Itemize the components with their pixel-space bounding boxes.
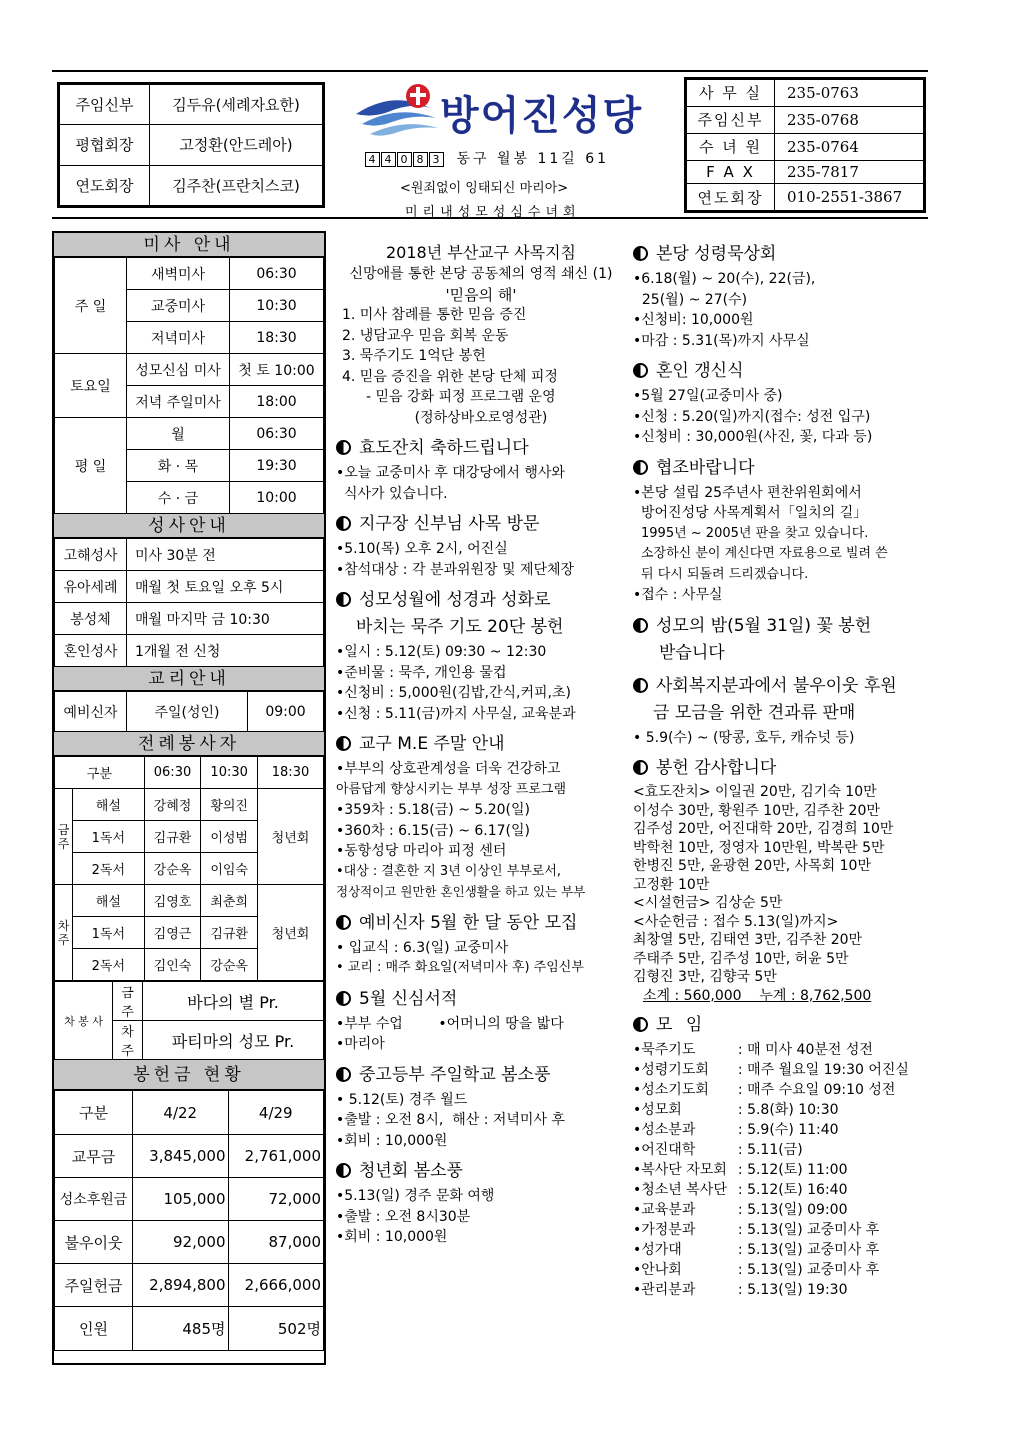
mass-day: 주 일: [55, 258, 127, 354]
catechism-section-title: 교리안내: [54, 667, 324, 691]
offering-total: 소계 : 560,000 누계 : 8,762,500: [643, 987, 872, 1004]
mass-name: 화 · 목: [127, 450, 230, 482]
heading-text: 청년회 봄소풍: [359, 1161, 463, 1181]
server-group: 청년회: [258, 885, 324, 981]
offering-value: 92,000: [133, 1221, 229, 1264]
sacrament-name: 고해성사: [55, 539, 127, 571]
meeting-row: [633, 1160, 923, 1180]
notice-heading: [633, 614, 923, 639]
notice-heading: [336, 911, 626, 936]
sacrament-name: 봉성체: [55, 603, 127, 635]
heading-text: 사회복지분과에서 불우이웃 후원: [656, 675, 897, 696]
notice-line: 1995년 ~ 2005년 판을 찾고 있습니다.: [641, 525, 869, 541]
notice-column-middle: [336, 242, 626, 1248]
pastoral-item: (정하상바오로영성관): [414, 409, 548, 426]
meeting-name: •성소분과: [633, 1122, 696, 1138]
donor-line: 한병진 5만, 윤광현 20만, 사목회 10만: [633, 858, 871, 874]
offering-head: 4/29: [228, 1091, 324, 1135]
meeting-schedule: : 5.9(수) 11:40: [729, 1122, 839, 1138]
meeting-name: •성소기도회: [633, 1082, 709, 1098]
heading-text: 성모의 밤(5월 31일) 꽃 봉헌: [656, 615, 872, 636]
notice-line: 아름답게 향상시키는 부부 성장 프로그램: [336, 781, 567, 797]
notice-line: •신청 : 5.20(일)까지(접수: 성전 입구): [633, 408, 871, 425]
contact-number: 235-7817: [775, 160, 924, 183]
contact-label: 연도회장: [687, 184, 775, 211]
catechism-table: [54, 691, 324, 732]
mass-time: 10:30: [230, 290, 324, 322]
notice-heading: [336, 732, 626, 757]
mass-day: 토요일: [55, 354, 127, 418]
contact-table: [684, 77, 926, 213]
pastoral-title: 2018년 부산교구 사목지침: [386, 243, 576, 262]
servers-role: 해설: [73, 885, 145, 917]
offering-value: 105,000: [133, 1178, 229, 1221]
meeting-name: •성모회: [633, 1102, 682, 1118]
heading-text: 모 임: [656, 1015, 707, 1035]
catechism-day: 주일(성인): [127, 692, 248, 732]
catechism-label: 예비신자: [55, 692, 127, 732]
contact-number: 235-0764: [775, 133, 924, 160]
notice-heading: [336, 1159, 626, 1184]
notice-line: •마리아: [336, 1036, 385, 1052]
server-name: 강순옥: [144, 853, 201, 885]
server-name: 최춘희: [201, 885, 258, 917]
servers-week: 차주: [55, 885, 73, 981]
meeting-list: [633, 1040, 923, 1300]
half-circle-icon: [336, 440, 351, 455]
meeting-name: •교육분과: [633, 1202, 696, 1218]
meeting-name: •안나회: [633, 1262, 682, 1278]
meeting-row: [633, 1240, 923, 1260]
staff-name: 김두유(세례자요한): [150, 85, 323, 125]
notice-line: •부부 수업 •어머니의 땅을 밟다: [336, 1015, 564, 1032]
mass-name: 성모신심 미사: [127, 354, 230, 386]
meeting-row: [633, 1180, 923, 1200]
meeting-schedule: : 5.13(일) 19:30: [729, 1282, 848, 1298]
meeting-schedule: : 매주 월요일 19:30 어진실: [729, 1062, 909, 1078]
notice-heading: [633, 242, 923, 267]
meeting-name: •복사단 자모회: [633, 1162, 727, 1178]
donor-line: 고정환 10만: [633, 876, 710, 893]
donor-line: <효도잔치> 이일권 20만, 김기숙 10만: [633, 784, 877, 800]
zip-digit: 4: [381, 152, 396, 167]
sacrament-name: 유아세례: [55, 571, 127, 603]
zip-digit: 8: [413, 152, 428, 167]
heading-text: 효도잔치 축하드립니다: [359, 438, 529, 458]
contact-label: F A X: [687, 160, 775, 183]
notice-line: •마감 : 5.31(목)까지 사무실: [633, 332, 810, 349]
servers-role: 2독서: [73, 949, 145, 981]
notice-line: •일시 : 5.12(토) 09:30 ~ 12:30: [336, 644, 547, 660]
meeting-schedule: : 매 미사 40분전 성전: [729, 1042, 873, 1058]
half-circle-icon: [633, 618, 648, 633]
pastoral-item: 1. 미사 참례를 통한 믿음 증진: [342, 307, 527, 323]
meeting-row: [633, 1200, 923, 1220]
notice-line: •회비 : 10,000원: [336, 1229, 448, 1245]
meeting-row: [633, 1060, 923, 1080]
meeting-schedule: : 5.13(일) 교중미사 후: [729, 1222, 880, 1238]
heading-text: 본당 성령묵상회: [656, 244, 777, 264]
half-circle-icon: [336, 915, 351, 930]
half-circle-icon: [633, 1017, 648, 1032]
notice-line: •5.13(일) 경주 문화 여행: [336, 1188, 495, 1204]
mass-time: 18:30: [230, 322, 324, 354]
notice-line: •5월 27일(교중미사 중): [633, 388, 783, 404]
meeting-row: [633, 1280, 923, 1300]
heading-text: 받습니다: [659, 642, 725, 663]
staff-table: [57, 82, 325, 208]
notice-line: •참석대상 : 각 분과위원장 및 제단체장: [336, 561, 575, 578]
heading-text: 성모성월에 성경과 성화로: [359, 590, 551, 610]
notice-line: 식사가 있습니다.: [344, 485, 448, 502]
notice-line: •출발 : 오전 8시, 해산 : 저녁미사 후: [336, 1112, 565, 1128]
mass-time: 18:00: [230, 386, 324, 418]
offering-value: 72,000: [228, 1178, 324, 1221]
church-name: 방어진성당: [440, 93, 644, 139]
mass-time: 10:00: [230, 482, 324, 514]
server-name: 이성범: [201, 821, 258, 853]
pastoral-item: 4. 믿음 증진을 위한 본당 단체 피정: [342, 368, 558, 385]
meeting-row: [633, 1100, 923, 1120]
mass-name: 교중미사: [127, 290, 230, 322]
mass-name: 저녁미사: [127, 322, 230, 354]
notice-heading: [633, 674, 923, 699]
religious-order: 미리내성모성심수녀회: [405, 205, 581, 220]
servers-week: 금주: [55, 789, 73, 885]
offering-value: 2,894,800: [133, 1264, 229, 1307]
donor-line: 김형진 3만, 김향국 5만: [633, 969, 777, 985]
heading-text: 예비신자 5월 한 달 동안 모집: [359, 912, 578, 933]
pastoral-item: - 믿음 강화 피정 프로그램 운영: [366, 389, 556, 405]
zip-digit: 0: [397, 152, 412, 167]
meeting-name: •어진대학: [633, 1142, 696, 1158]
offering-label: 불우이웃: [55, 1221, 133, 1264]
sacrament-name: 혼인성사: [55, 635, 127, 667]
sacrament-info: 매월 마지막 금 10:30: [127, 603, 324, 635]
notice-line: •5.10(목) 오후 2시, 어진실: [336, 541, 508, 557]
staff-name: 고정환(안드레아): [150, 125, 323, 165]
offering-head: 4/22: [133, 1091, 229, 1135]
mass-time: 06:30: [230, 258, 324, 290]
pastoral-item: 3. 묵주기도 1억단 봉헌: [342, 348, 486, 364]
offering-label: 성소후원금: [55, 1178, 133, 1221]
notice-line: •신청비: 10,000원: [633, 312, 754, 328]
meeting-name: •관리분과: [633, 1282, 696, 1298]
notice-heading: [336, 987, 626, 1012]
notice-line: •회비 : 10,000원: [336, 1132, 448, 1149]
servers-role: 해설: [73, 789, 145, 821]
notice-line: 소장하신 분이 계신다면 자료용으로 빌려 쓴: [641, 546, 888, 561]
half-circle-icon: [336, 516, 351, 531]
sacrament-table: [54, 538, 324, 667]
notice-line: •부부의 상호관계성을 더욱 건강하고: [336, 761, 561, 777]
mass-name: 저녁 주일미사: [127, 386, 230, 418]
meeting-name: •청소년 복사단: [633, 1182, 727, 1198]
servers-role: 1독서: [73, 917, 145, 949]
heading-text: 봉헌 감사합니다: [656, 758, 777, 778]
servers-section-title: 전례봉사자: [54, 732, 324, 756]
notice-line: •동항성당 마리아 피정 센터: [336, 843, 507, 859]
pastoral-year: '믿음의 해': [445, 285, 517, 304]
donor-line: <사순헌금 : 접수 5.13(일)까지>: [633, 913, 839, 930]
offering-table: [54, 1090, 324, 1351]
notice-line: •본당 설립 25주년사 편찬위원회에서: [633, 484, 862, 501]
zip-digit: 4: [365, 152, 380, 167]
notice-line: •준비물 : 묵주, 개인용 물컵: [336, 664, 507, 681]
notice-heading: [336, 1063, 626, 1088]
sacrament-info: 1개월 전 신청: [127, 635, 324, 667]
address: [365, 148, 609, 168]
servers-head: 구분: [55, 757, 145, 789]
meeting-schedule: : 5.8(화) 10:30: [729, 1102, 839, 1118]
heading-text: 바치는 묵주 기도 20단 봉헌: [356, 617, 564, 637]
donor-line: 최창열 5만, 김태연 3만, 김주찬 20만: [633, 932, 863, 948]
donor-line: <시설헌금> 김상순 5만: [633, 895, 783, 911]
offering-value: 2,666,000: [228, 1264, 324, 1307]
half-circle-icon: [336, 1163, 351, 1178]
notice-line: • 교리 : 매주 화요일(저녁미사 후) 주임신부: [336, 960, 584, 975]
staff-role: 평협회장: [60, 125, 150, 165]
notice-heading: [336, 436, 626, 461]
mass-day: 평 일: [55, 418, 127, 514]
contact-number: 235-0768: [775, 106, 924, 133]
mass-name: 새벽미사: [127, 258, 230, 290]
zip-digit: 3: [429, 152, 444, 167]
notice-heading: [336, 512, 626, 537]
meeting-row: [633, 1140, 923, 1160]
notice-line: •신청비 : 30,000원(사진, 꽃, 다과 등): [633, 429, 873, 445]
notice-line: 25(월) ~ 27(수): [633, 291, 748, 308]
notice-heading: [633, 359, 923, 384]
offering-label: 인원: [55, 1307, 133, 1351]
heading-text: 금 모금을 위한 견과류 판매: [653, 702, 856, 723]
half-circle-icon: [336, 991, 351, 1006]
heading-text: 5월 신심서적: [359, 988, 458, 1009]
mass-time: 06:30: [230, 418, 324, 450]
heading-text: 지구장 신부님 사목 방문: [359, 514, 540, 534]
offering-value: 87,000: [228, 1221, 324, 1264]
heading-text: 협조바랍니다: [656, 457, 755, 478]
offering-section-title: 봉헌금 현황: [54, 1060, 324, 1090]
staff-name: 김주찬(프란치스코): [150, 165, 323, 205]
meeting-schedule: : 5.13(일) 교중미사 후: [729, 1262, 880, 1278]
cha-week: 차주: [113, 1021, 143, 1060]
meeting-schedule: : 5.12(토) 16:40: [729, 1182, 848, 1198]
offering-value: 2,761,000: [228, 1135, 324, 1178]
cha-table: [54, 981, 324, 1060]
server-name: 이임숙: [201, 853, 258, 885]
offering-value: 3,845,000: [133, 1135, 229, 1178]
servers-head: 18:30: [258, 757, 324, 789]
heading-text: 혼인 갱신식: [656, 361, 744, 381]
meeting-row: [633, 1260, 923, 1280]
notice-heading: [633, 756, 923, 781]
meeting-row: [633, 1120, 923, 1140]
server-group: 청년회: [258, 789, 324, 885]
notice-line: •출발 : 오전 8시30분: [336, 1208, 471, 1225]
donor-line: 주태주 5만, 김주성 10만, 허윤 5만: [633, 950, 849, 967]
server-name: 강혜정: [144, 789, 201, 821]
cha-week: 금주: [113, 982, 143, 1021]
meeting-schedule: : 5.13(일) 09:00: [729, 1202, 848, 1218]
contact-label: 수 녀 원: [687, 133, 775, 160]
half-circle-icon: [633, 363, 648, 378]
servers-table: [54, 756, 324, 981]
half-circle-icon: [336, 1067, 351, 1082]
meeting-row: [633, 1040, 923, 1060]
server-name: 김규환: [201, 917, 258, 949]
half-circle-icon: [336, 592, 351, 607]
meeting-name: •성령기도회: [633, 1062, 709, 1078]
street-address: 동구 월봉 11길 61: [456, 151, 610, 167]
server-name: 강순옥: [201, 949, 258, 981]
offering-value: 502명: [228, 1307, 324, 1351]
mass-name: 월: [127, 418, 230, 450]
notice-column-right: [633, 242, 923, 1300]
staff-role: 연도회장: [60, 165, 150, 205]
servers-role: 1독서: [73, 821, 145, 853]
half-circle-icon: [633, 246, 648, 261]
cha-group: 파티마의 성모 Pr.: [143, 1021, 324, 1060]
notice-line: • 5.9(수) ~ (땅콩, 호두, 캐슈넛 등): [633, 729, 855, 746]
notice-line: •360차 : 6.15(금) ~ 6.17(일): [336, 822, 530, 839]
contact-label: 사 무 실: [687, 80, 775, 107]
notice-line: •오늘 교중미사 후 대강당에서 행사와: [336, 465, 565, 481]
mass-time: 첫 토 10:00: [230, 354, 324, 386]
offering-label: 교무금: [55, 1135, 133, 1178]
notice-line: 뒤 다시 되돌려 드리겠습니다.: [641, 566, 809, 582]
servers-role: 2독서: [73, 853, 145, 885]
mass-section-title: 미사 안내: [54, 233, 324, 257]
notice-line: •접수 : 사무실: [633, 587, 723, 603]
pastoral-item: 2. 냉담교우 믿음 회복 운동: [342, 327, 509, 344]
notice-line: •신청 : 5.11(금)까지 사무실, 교육분과: [336, 705, 576, 722]
notice-line: •대상 : 결혼한 지 3년 이상인 부부로서,: [336, 863, 562, 879]
server-name: 김인숙: [144, 949, 201, 981]
contact-number: 010-2551-3867: [775, 184, 924, 211]
notice-heading: [633, 1013, 923, 1038]
notice-line: •신청비 : 5,000원(김밥,간식,커피,초): [336, 685, 571, 701]
sacrament-info: 매월 첫 토요일 오후 5시: [127, 571, 324, 603]
meeting-schedule: : 5.11(금): [729, 1142, 803, 1158]
mass-table: [54, 257, 324, 514]
server-name: 김영호: [144, 885, 201, 917]
pastoral-subtitle: 신망애를 통한 본당 공동체의 영적 쇄신 (1): [349, 266, 613, 282]
offering-value: 485명: [133, 1307, 229, 1351]
meeting-row: [633, 1220, 923, 1240]
notice-line: •359차 : 5.18(금) ~ 5.20(일): [336, 802, 530, 818]
mass-name: 수 · 금: [127, 482, 230, 514]
mass-time: 19:30: [230, 450, 324, 482]
servers-head: 10:30: [201, 757, 258, 789]
half-circle-icon: [633, 460, 648, 475]
server-name: 김영근: [144, 917, 201, 949]
motto: <원죄없이 잉태되신 마리아>: [400, 181, 569, 196]
top-rule: [52, 70, 928, 72]
donor-line: 김주성 20만, 어진대학 20만, 김경희 10만: [633, 821, 894, 837]
sacrament-info: 미사 30분 전: [127, 539, 324, 571]
meeting-schedule: : 매주 수요일 09:10 성전: [729, 1082, 896, 1098]
cha-group: 바다의 별 Pr.: [143, 982, 324, 1021]
notice-line: 방어진성당 사목계획서「일치의 길」: [641, 505, 868, 521]
contact-label: 주임신부: [687, 106, 775, 133]
catechism-time: 09:00: [248, 692, 324, 732]
cha-label: 차 봉 사: [55, 982, 113, 1060]
meeting-schedule: : 5.12(토) 11:00: [729, 1162, 848, 1178]
notice-line: • 입교식 : 6.3(일) 교중미사: [336, 939, 509, 956]
notice-line: • 5.12(토) 경주 월드: [336, 1091, 468, 1108]
half-circle-icon: [633, 678, 648, 693]
half-circle-icon: [336, 736, 351, 751]
staff-role: 주임신부: [60, 85, 150, 125]
heading-text: 중고등부 주일학교 봄소풍: [359, 1064, 551, 1085]
heading-text: 교구 M.E 주말 안내: [359, 734, 505, 754]
info-sidebar: [52, 231, 326, 1365]
notice-line: •6.18(월) ~ 20(수), 22(금),: [633, 271, 816, 287]
sacrament-section-title: 성사안내: [54, 514, 324, 538]
notice-heading: [336, 588, 626, 613]
server-name: 김규환: [144, 821, 201, 853]
server-name: 황의진: [201, 789, 258, 821]
meeting-name: •묵주기도: [633, 1042, 696, 1058]
notice-heading: [633, 456, 923, 481]
meeting-name: •가정분과: [633, 1222, 696, 1238]
donor-line: 이성수 30만, 황원주 10만, 김주찬 20만: [633, 802, 880, 819]
contact-number: 235-0763: [775, 80, 924, 107]
offering-label: 주일헌금: [55, 1264, 133, 1307]
meeting-row: [633, 1080, 923, 1100]
notice-line: 정상적이고 원만한 혼인생활을 하고 있는 부부: [336, 884, 586, 899]
donor-line: 박학천 10만, 정영자 10만원, 박복란 5만: [633, 839, 885, 856]
meeting-name: •성가대: [633, 1242, 682, 1258]
servers-head: 06:30: [144, 757, 201, 789]
meeting-schedule: : 5.13(일) 교중미사 후: [729, 1242, 880, 1258]
offering-head: 구분: [55, 1091, 133, 1135]
half-circle-icon: [633, 760, 648, 775]
